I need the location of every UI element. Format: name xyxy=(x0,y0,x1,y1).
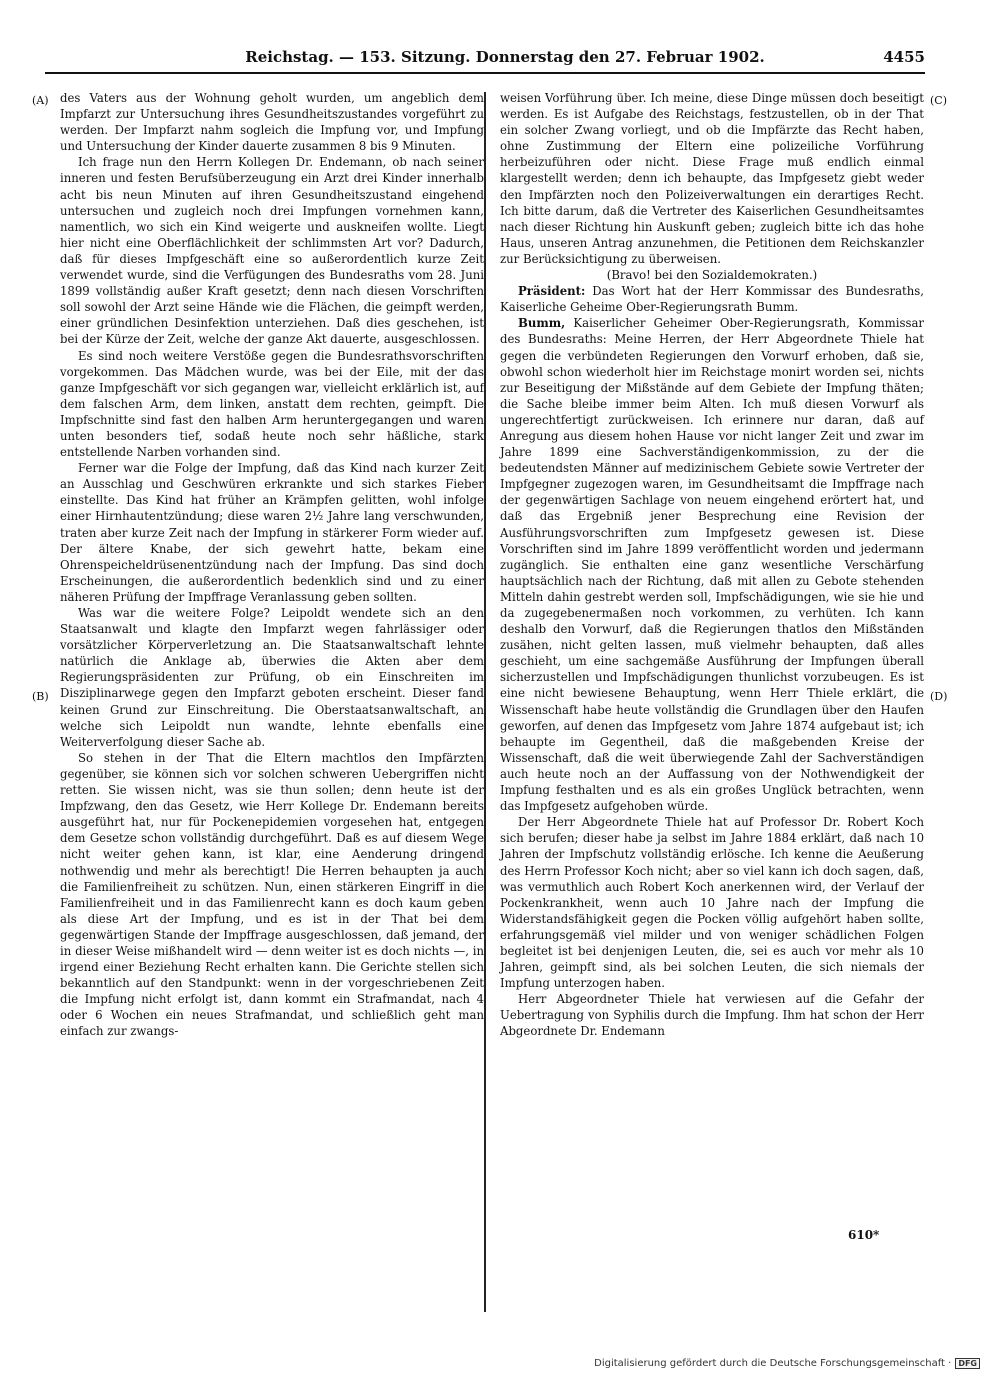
paragraph-text: Kaiserlicher Geheimer Ober-Regierungsrath, Kommissar des Bundesraths: Meine Herren, der Herr Abgeordnete Thiele hat gegen die verbündeten Regierungen den Vorwurf erhoben, daß sie, obwohl schon wiederholt hier im Reichstage monirt worden sei, nichts zur Beseitigung der Mißstände auf dem Gebiete der Impfung thäten; die Sache bleibe immer beim Alten. Ich muß diesen Vorwurf als ungerechtfertigt zurückweisen. Ich erinnere nur daran, daß auf Anregung aus diesem hohen Hause vor nicht langer Zeit und zwar im Jahre 1899 eine Sachverständigenkommission, zu der die bedeutendsten Männer auf medizinischem Gebiete sowie Vertreter der Impfgegner zugezogen waren, im Gesundheitsamt die Impffrage nach der gegenwärtigen Sachlage von neuem eingehend erörtert hat, und daß das Ergebniß jener Besprechung eine Revision der Ausführungsvorschriften zum Impfgesetz gewesen ist. Diese Vorschriften sind im Jahre 1899 veröffentlicht worden und jedermann zugänglich. Sie enthalten eine ganz wesentliche Verschärfung hauptsächlich nach der Richtung, daß mit allen zu Gebote stehenden Mitteln dahin gestrebt werden soll, Impfschädigungen, wie sie hie und da zugegebenermaßen noch vorkommen, zu verhüten. Ich kann deshalb den Vorwurf, daß die Regierungen thatlos den Mißständen zusähen, nicht gelten lassen, muß vielmehr behaupten, daß alles geschieht, um eine sachgemäße Ausführung der Impfungen überall sicherzustellen und Impfschädigungen thunlichst vorzubeugen. Es ist eine nicht bewiesene Behauptung, wenn Herr Thiele erklärt, die Wissenschaft habe heute vollständig die Grundlagen über den Haufen geworfen, auf denen das Impfgesetz vom Jahre 1874 aufgebaut ist; ich behaupte im Gegentheil, daß die maßgebenden Kreise der Wissenschaft, daß die weit überwiegende Zahl der Sachverständigen auch heute noch an der Auffassung von der Nothwendigkeit der Impfung festhalten und es als ein großes Unglück betrachten, wenn das Impfgesetz aufgehoben würde. xyxy=(500,316,924,814)
margin-marker-d: (D) xyxy=(930,690,948,703)
paragraph: Herr Abgeordneter Thiele hat verwiesen auf die Gefahr der Uebertragung von Syphilis durch die Impfung. Ihm hat schon der Herr Abgeordnete Dr. Endemann xyxy=(500,992,924,1039)
margin-marker-b: (B) xyxy=(32,690,49,703)
left-column xyxy=(60,90,484,1040)
footer-text: Digitalisierung gefördert durch die Deutsche Forschungsgemeinschaft · xyxy=(594,1358,952,1369)
applause-note: (Bravo! bei den Sozialdemokraten.) xyxy=(606,268,818,283)
digitization-footer xyxy=(594,1358,980,1369)
speaker-paragraph xyxy=(500,315,924,814)
page-number: 4455 xyxy=(883,48,925,66)
speaker-label-bumm: Bumm, xyxy=(518,316,566,331)
margin-marker-a: (A) xyxy=(32,94,49,107)
paragraph: Es sind noch weitere Verstöße gegen die Bundesrathsvorschriften vorgekommen. Das Mädchen wurde, was bei der Eile, mit der das ganze Impfgeschäft vor sich gegangen war, vielleicht erklärlich ist, auf dem falschen Arm, dem linken, anstatt dem rechten, geimpft. Die Impfschnitte sind fast den halben Arm heruntergegangen und waren unten besonders tief, sodaß heute noch sehr häßliche, stark entstellende Narben vorhanden sind. xyxy=(60,348,484,460)
paragraph: Ferner war die Folge der Impfung, daß das Kind nach kurzer Zeit an Ausschlag und Geschwüren erkrankte und sich starkes Fieber einstellte. Das Kind hat früher an Krämpfen gelitten, wohl infolge einer Hirnhautentzündung; diese waren 2½ Jahre lang verschwunden, traten aber kurze Zeit nach der Impfung in stärkerer Form wieder auf. Der ältere Knabe, der sich gewehrt hatte, bekam eine Ohrenspeicheldrüsenentzündung nach der Impfung. Das sind doch Erscheinungen, die außerordentlich bedenklich sind und zu einer näheren Prüfung der Impffrage Veranlassung geben sollten. xyxy=(60,461,484,604)
paragraph: Was war die weitere Folge? Leipoldt wendete sich an den Staatsanwalt und klagte den Impfarzt wegen fahrlässiger oder vorsätzlicher Körperverletzung an. Die Staatsanwaltschaft lehnte natürlich die Anklage ab, überwies die Akten aber dem Regierungspräsidenten zur Prüfung, ob ein Einschreiten im Disziplinarwege gegen den Impfarzt geboten erscheint. Dieser fand keinen Grund zur Einschreitung. Die Oberstaatsanwaltschaft, an welche sich Leipoldt nun wandte, lehnte ebenfalls eine Weiterverfolgung dieser Sache ab. xyxy=(60,606,484,749)
page-header xyxy=(45,42,925,74)
paragraph-text: Das Wort hat der Herr Kommissar des Bundesraths, Kaiserliche Geheime Ober-Regierungsrath Bumm. xyxy=(500,284,924,315)
paragraph: Der Herr Abgeordnete Thiele hat auf Professor Dr. Robert Koch sich berufen; dieser habe ja selbst im Jahre 1884 erklärt, daß nach 10 Jahren der Impfschutz vollständig erlösche. Ich kenne die Aeußerung des Herrn Professor Koch nicht; aber so viel kann ich doch sagen, daß, was vermuthlich auch Robert Koch anerkennen wird, der Verlauf der Pockenkrankheit, wenn auch 10 Jahre nach der Impfung die Widerstandsfähigkeit gegen die Pocken völlig aufgehört haben sollte, erfahrungsgemäß viel milder und von weniger schädlichen Folgen begleitet ist bei denjenigen Leuten, die, sei es auch vor mehr als 10 Jahren, geimpft sind, als bei solchen Leuten, die sich niemals der Impfung unterzogen haben. xyxy=(500,815,924,991)
column-divider xyxy=(484,92,486,1312)
speaker-label-president: Präsident: xyxy=(518,284,586,299)
speaker-paragraph xyxy=(500,283,924,315)
paragraph: des Vaters aus der Wohnung geholt wurden, um angeblich dem Impfarzt zur Untersuchung ihres Gesundheitszustandes vorgeführt zu werden. Der Impfarzt nahm sogleich die Impfung vor, und Impfung und Untersuchung der Kinder dauerte zusammen 8 bis 9 Minuten. xyxy=(60,91,484,154)
right-column xyxy=(500,90,924,1040)
dfg-logo-icon: DFG xyxy=(955,1358,980,1369)
sheet-signature: 610* xyxy=(848,1228,880,1242)
paragraph: weisen Vorführung über. Ich meine, diese Dinge müssen doch beseitigt werden. Es ist Aufgabe des Reichstags, festzustellen, ob in der That ein solcher Zwang vorliegt, und ob die Impfärzte das Recht haben, ohne Zustimmung der Eltern eine polizeiliche Vorführung herbeizuführen oder nicht. Diese Frage muß endlich einmal klargestellt werden; denn ich behaupte, das Impfgesetz giebt weder den Impfärzten noch den Polizeiverwaltungen ein derartiges Recht. Ich bitte darum, daß die Vertreter des Kaiserlichen Gesundheitsamtes nach dieser Richtung hin Auskunft geben; zugleich bitte ich das hohe Haus, unseren Antrag anzunehmen, die Petitionen dem Reichskanzler zur Berücksichtigung zu überweisen. xyxy=(500,91,924,266)
margin-marker-c: (C) xyxy=(930,94,947,107)
paragraph: Ich frage nun den Herrn Kollegen Dr. Endemann, ob nach seiner inneren und festen Berufsüberzeugung ein Arzt drei Kinder innerhalb acht bis neun Minuten auf ihren Gesundheitszustand eingehend untersuchen und zugleich noch drei Impfungen vornehmen kann, namentlich, wo sich ein Kind weigerte und auskneifen wollte. Liegt hier nicht eine Oberflächlichkeit der schlimmsten Art vor? Dadurch, daß für dieses Impfgeschäft eine so außerordentlich kurze Zeit verwendet wurde, sind die Verfügungen des Bundesraths vom 28. Juni 1899 vollständig außer Kraft gesetzt; denn nach diesen Vorschriften soll sowohl der Arzt seine Hände wie die Flächen, die geimpft werden, einer gründlichen Desinfektion unterziehen. Daß dies geschehen, ist bei der Kürze der Zeit, welche der ganze Akt dauerte, ausgeschlossen. xyxy=(60,155,484,347)
paragraph: So stehen in der That die Eltern machtlos den Impfärzten gegenüber, sie können sich vor solchen schweren Uebergriffen nicht retten. Sie wissen nicht, was sie thun sollen; denn heute ist der Impfzwang, den das Gesetz, wie Herr Kollege Dr. Endemann bereits ausgeführt hat, nur für Pockenepidemien vorgesehen hat, entgegen dem Gesetze schon vollständig durchgeführt. Daß es auf diesem Wege nicht weiter gehen kann, ist klar, eine Aenderung dringend nothwendig und mehr als berechtigt! Die Herren behaupten ja auch die Familienfreiheit zu schützen. Nun, einen stärkeren Eingriff in die Familienfreiheit und in das Familienrecht kann es doch kaum geben als diese Art der Impfung, und es ist in der That bei dem gegenwärtigen Stande der Impffrage ausgeschlossen, daß jemand, der in dieser Weise mißhandelt wird — denn weiter ist es doch nichts —, in irgend einer Beziehung Recht erhalten kann. Die Gerichte stellen sich bekanntlich auf den Standpunkt: wenn in der vorgeschriebenen Zeit die Impfung nicht erfolgt ist, dann kommt ein Strafmandat, nach 4 oder 6 Wochen ein neues Strafmandat, und schließlich geht man einfach zur zwangs- xyxy=(60,750,484,1039)
header-title: Reichstag. — 153. Sitzung. Donnerstag den 27. Februar 1902. xyxy=(245,48,765,66)
